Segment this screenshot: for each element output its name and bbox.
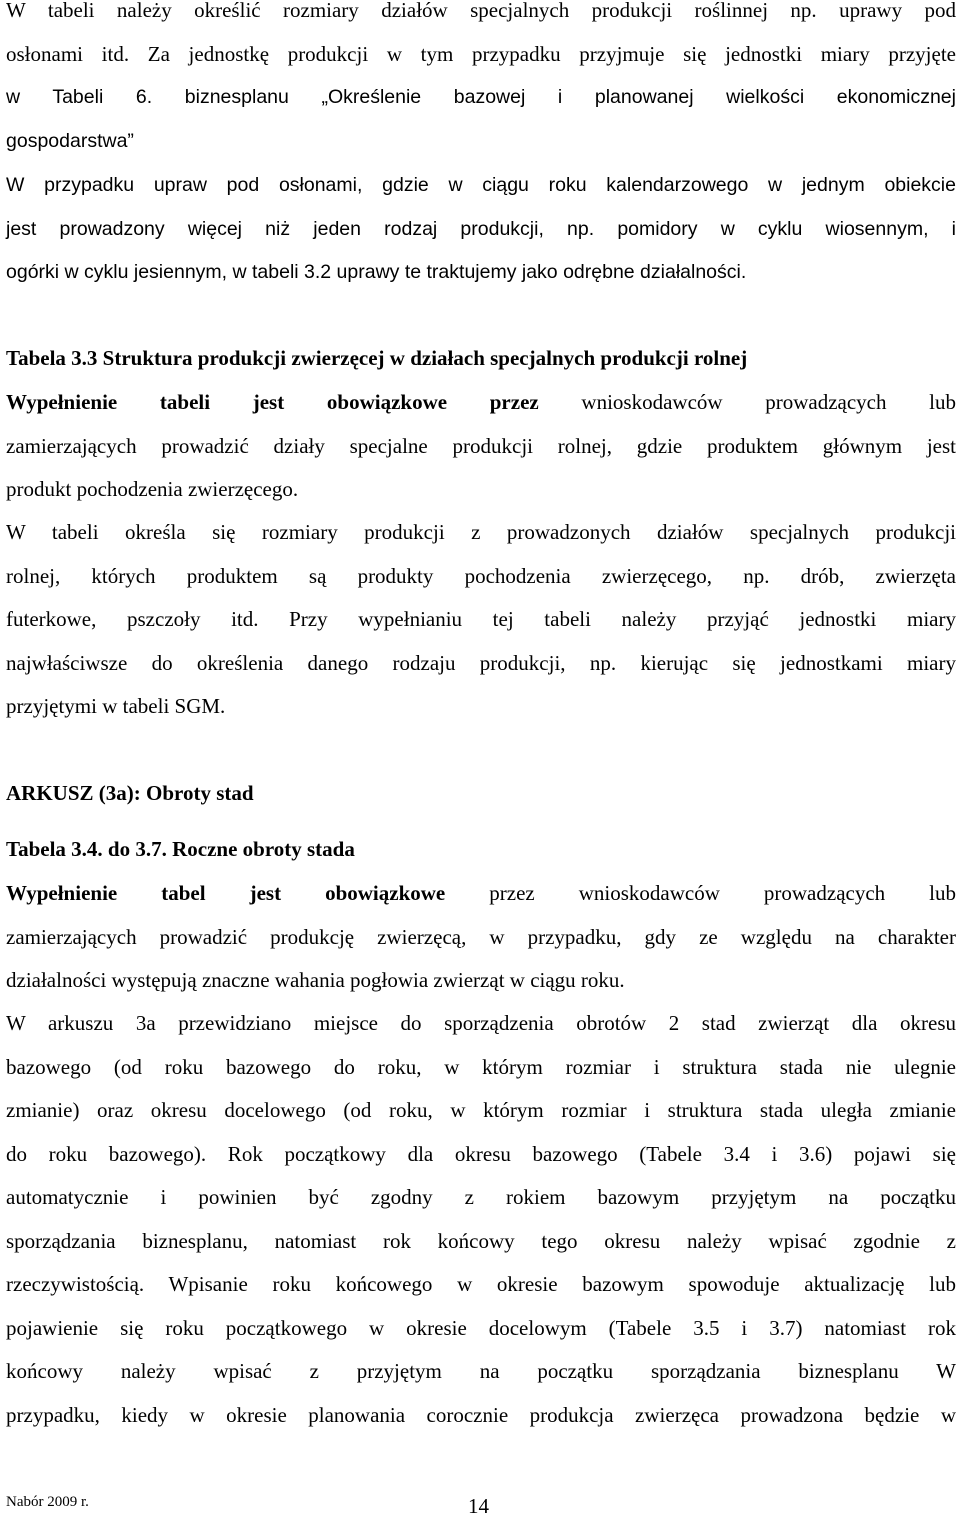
text-line: W tabeli należy określić rozmiary działów specjalnych produkcji roślinnej np. uprawy pod bbox=[6, 0, 956, 22]
text-line: ogórki w cyklu jesiennym, w tabeli 3.2 uprawy te traktujemy jako odrębne działalności. bbox=[6, 261, 747, 283]
paragraph-table-3-3-requirement bbox=[6, 381, 956, 512]
text-line: rolnej, których produktem są produkty pochodzenia zwierzęcego, np. drób, zwierzęta bbox=[6, 563, 956, 588]
text-line: pojawienie się roku początkowego w okresie docelowym (Tabele 3.5 i 3.7) natomiast rok bbox=[6, 1315, 956, 1340]
paragraph-herd-turnover bbox=[6, 1002, 956, 1437]
table-3-3-title: Tabela 3.3 Struktura produkcji zwierzęcej w działach specjalnych produkcji rolnej bbox=[6, 346, 748, 370]
arkusz-heading: ARKUSZ (3a): Obroty stad bbox=[6, 781, 254, 805]
text-line: W tabeli określa się rozmiary produkcji z prowadzonych działów specjalnych produkcji bbox=[6, 520, 956, 544]
text-line: bazowego (od roku bazowego do roku, w którym rozmiar i struktura stada nie ulegnie bbox=[6, 1054, 956, 1079]
page-number: 14 bbox=[468, 1494, 489, 1518]
text-line: W przypadku upraw pod osłonami, gdzie w ciągu roku kalendarzowego w jednym obiekcie bbox=[6, 174, 956, 196]
text-line: do roku bazowego). Rok początkowy dla okresu bazowego (Tabele 3.4 i 3.6) pojawi się bbox=[6, 1141, 956, 1166]
footer-text: Nabór 2009 r. bbox=[6, 1494, 89, 1510]
text-line: najwłaściwsze do określenia danego rodzaju produkcji, np. kierując się jednostkami miary bbox=[6, 650, 956, 675]
table-3-4-title: Tabela 3.4. do 3.7. Roczne obroty stada bbox=[6, 837, 355, 861]
text-line: automatycznie i powinien być zgodny z rokiem bazowym przyjętym na początku bbox=[6, 1185, 956, 1209]
text-line: futerkowe, pszczoły itd. Przy wypełnianiu tej tabeli należy przyjąć jednostki miary bbox=[6, 607, 956, 631]
text-line: przyjętymi w tabeli SGM. bbox=[6, 694, 226, 718]
text-segment: przez wnioskodawców prowadzących lub bbox=[489, 881, 957, 905]
text-line: jest prowadzony więcej niż jeden rodzaj produkcji, np. pomidory w cyklu wiosennym, i bbox=[6, 217, 956, 240]
text-line bbox=[6, 381, 956, 425]
text-line: W arkuszu 3a przewidziano miejsce do sporządzenia obrotów 2 stad zwierząt dla okresu bbox=[6, 1011, 956, 1035]
text-line: w Tabeli 6. biznesplanu „Określenie bazowej i planowanej wielkości ekonomicznej bbox=[6, 86, 956, 108]
text-line: końcowy należy wpisać z przyjętym na początku sporządzania biznesplanu W bbox=[6, 1359, 956, 1383]
paragraph-table-3-3-units bbox=[6, 511, 956, 729]
text-segment: wnioskodawców prowadzących lub bbox=[581, 390, 957, 414]
text-line: rzeczywistością. Wpisanie roku końcowego w okresie bazowym spowoduje aktualizację lub bbox=[6, 1272, 956, 1296]
paragraph-table-3-4-requirement bbox=[6, 872, 956, 1003]
text-line: zamierzających prowadzić działy specjalne produkcji rolnej, gdzie produktem głównym jest bbox=[6, 433, 956, 458]
bold-phrase: Wypełnienie tabeli jest obowiązkowe przez bbox=[6, 390, 539, 414]
paragraph-greenhouse bbox=[6, 164, 956, 295]
text-line: przypadku, kiedy w okresie planowania corocznie produkcja zwierzęca prowadzona będzie w bbox=[6, 1402, 956, 1427]
text-line: gospodarstwa” bbox=[6, 129, 134, 152]
text-line bbox=[6, 872, 956, 916]
text-line: produkt pochodzenia zwierzęcego. bbox=[6, 477, 299, 501]
text-line: sporządzania biznesplanu, natomiast rok końcowy tego okresu należy wpisać zgodnie z bbox=[6, 1228, 956, 1253]
text-line: zmianie) oraz okresu docelowego (od roku, w którym rozmiar i struktura stada uległa zmianie bbox=[6, 1098, 956, 1122]
text-line: działalności występują znaczne wahania pogłowia zwierząt w ciągu roku. bbox=[6, 968, 625, 992]
bold-phrase: Wypełnienie tabel jest obowiązkowe bbox=[6, 881, 446, 905]
text-line: zamierzających prowadzić produkcję zwierzęcą, w przypadku, gdy ze względu na charakter bbox=[6, 924, 956, 949]
text-line: osłonami itd. Za jednostkę produkcji w tym przypadku przyjmuje się jednostki miary przyjęte bbox=[6, 41, 956, 66]
paragraph-special-crops bbox=[6, 0, 956, 163]
